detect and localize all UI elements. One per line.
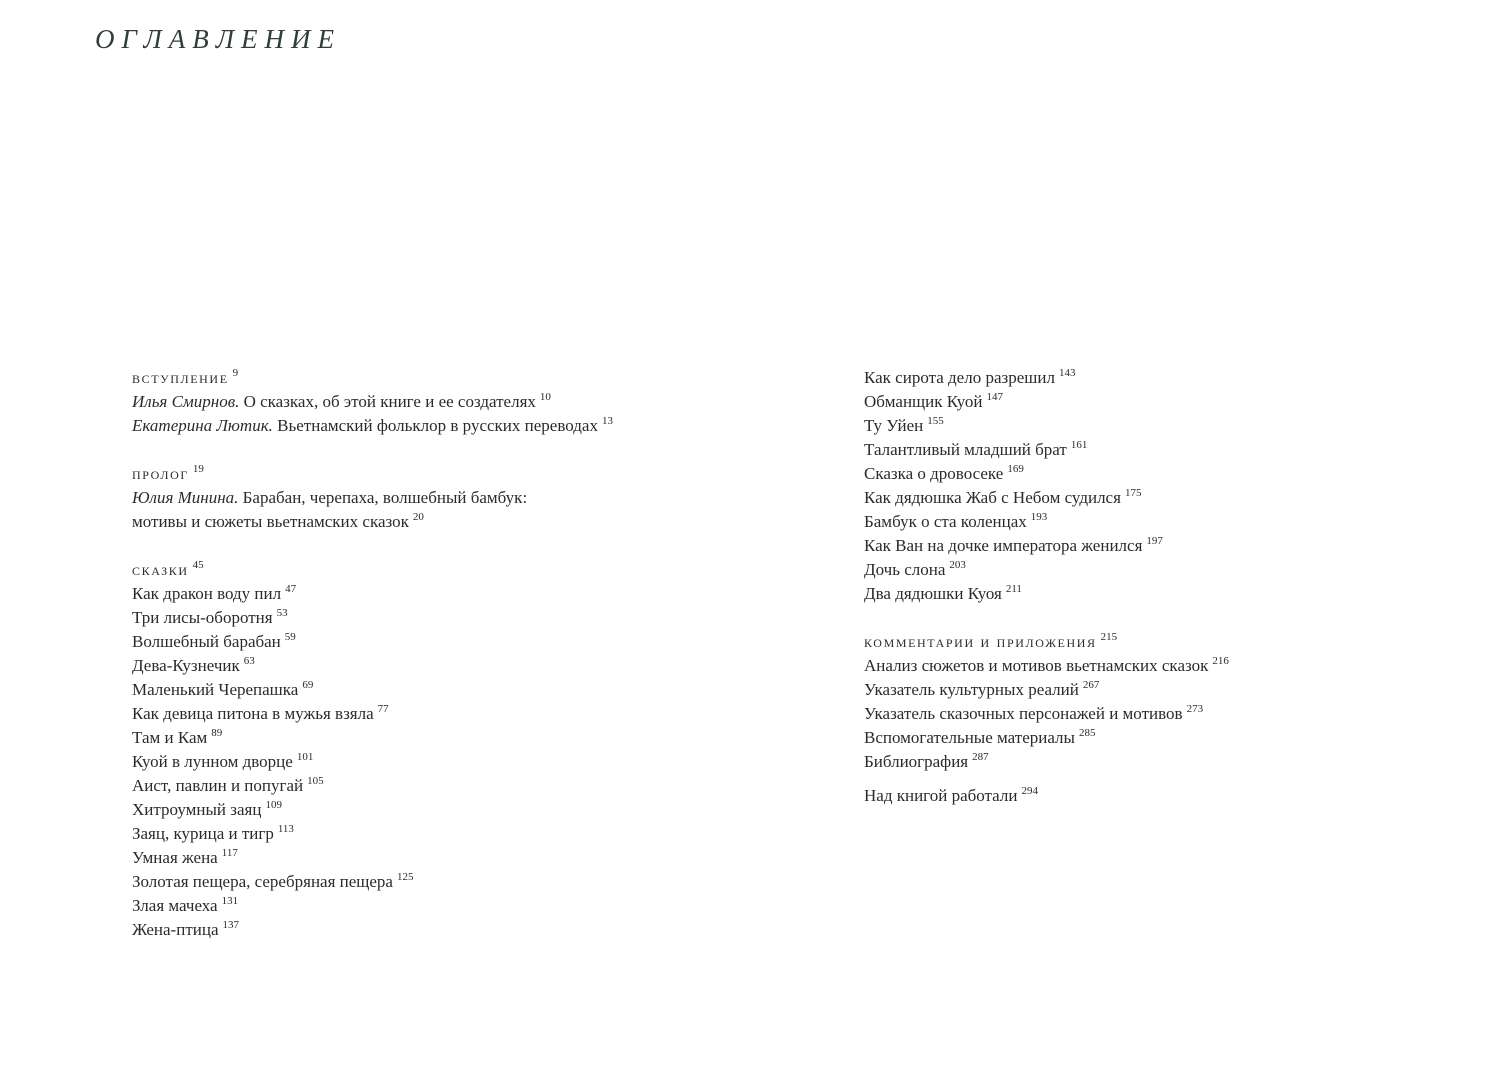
toc-entry[interactable]: [132, 678, 613, 702]
toc-entry[interactable]: [132, 582, 613, 606]
toc-entry[interactable]: [132, 894, 613, 918]
entry-title: Там и Кам: [132, 728, 208, 747]
entry-title: Вьетнамский фольклор в русских переводах: [272, 416, 598, 435]
toc-entry[interactable]: [864, 678, 1229, 702]
toc-entry[interactable]: [132, 870, 613, 894]
toc-entry[interactable]: [132, 702, 613, 726]
page-number: 169: [1007, 463, 1024, 476]
toc-entry[interactable]: [864, 750, 1229, 774]
toc-entry[interactable]: [864, 534, 1229, 558]
toc-entry[interactable]: [132, 798, 613, 822]
page-number: 175: [1124, 487, 1142, 500]
page-number: 59: [284, 631, 296, 644]
toc-entry[interactable]: [864, 462, 1229, 486]
entry-title: Три лисы-оборотня: [132, 608, 273, 627]
entry-author: Илья Смирнов.: [132, 392, 240, 411]
toc-entry[interactable]: [864, 414, 1229, 438]
page-number: 143: [1058, 367, 1076, 380]
entry-title: Над книгой работали: [864, 786, 1018, 805]
toc-entry[interactable]: [132, 390, 613, 414]
page-number: 20: [412, 511, 424, 524]
toc-left-column: [132, 366, 613, 942]
page-number: 63: [243, 655, 255, 668]
toc-section-tales-continued: [864, 366, 1229, 606]
entry-title: Как Ван на дочке императора женился: [864, 536, 1143, 555]
section-heading[interactable]: [132, 366, 613, 390]
page-title: ОГЛАВЛЕНИЕ: [95, 24, 342, 54]
page-number: 147: [986, 391, 1003, 404]
page-number: 131: [221, 895, 239, 908]
toc-entry[interactable]: [864, 390, 1229, 414]
entry-title: Злая мачеха: [132, 896, 218, 915]
page-number: 47: [285, 583, 297, 596]
entry-title: Указатель сказочных персонажей и мотивов: [864, 704, 1183, 723]
section-heading-label: пролог: [132, 464, 189, 483]
page-number: 193: [1030, 511, 1048, 524]
toc-entry[interactable]: [132, 510, 613, 534]
page-number: 45: [192, 559, 204, 572]
page-number: 13: [601, 415, 613, 428]
entry-title: Ту Уйен: [864, 416, 924, 435]
page-number: 125: [396, 871, 414, 884]
page-number: 287: [972, 751, 989, 764]
page-number: 155: [927, 415, 944, 428]
section-heading[interactable]: [864, 630, 1229, 654]
entry-title: Бамбук о ста коленцах: [864, 512, 1027, 531]
page-number: 285: [1078, 727, 1096, 740]
page-number: 109: [265, 799, 282, 812]
page-number: 69: [302, 679, 314, 692]
page-number: 10: [539, 391, 551, 404]
toc-entry[interactable]: [864, 366, 1229, 390]
section-heading-label: вступление: [132, 368, 229, 387]
entry-author: Юлия Минина.: [132, 488, 239, 507]
entry-title: Куой в лунном дворце: [132, 752, 293, 771]
page-number: 203: [949, 559, 966, 572]
page-number: 211: [1005, 583, 1022, 596]
page-number: 117: [221, 847, 238, 860]
page-number: 101: [296, 751, 314, 764]
page-number: 9: [232, 367, 239, 380]
toc-entry[interactable]: [864, 558, 1229, 582]
toc-entry[interactable]: [864, 654, 1229, 678]
entry-title: Дочь слона: [864, 560, 946, 579]
toc-entry[interactable]: [864, 726, 1229, 750]
entry-title: Анализ сюжетов и мотивов вьетнамских сказок: [864, 656, 1209, 675]
toc-section-tales: [132, 558, 613, 942]
toc-entry[interactable]: [132, 630, 613, 654]
toc-entry[interactable]: [132, 774, 613, 798]
entry-title: О сказках, об этой книге и ее создателях: [239, 392, 536, 411]
toc-entry[interactable]: [132, 822, 613, 846]
entry-title: Обманщик Куой: [864, 392, 983, 411]
entry-title: Маленький Черепашка: [132, 680, 299, 699]
section-heading-label: комментарии и приложения: [864, 632, 1097, 651]
toc-entry[interactable]: [132, 606, 613, 630]
page-number: 215: [1100, 631, 1118, 644]
entry-title: Талантливый младший брат: [864, 440, 1067, 459]
toc-entry[interactable]: [132, 726, 613, 750]
toc-section-appendix: [864, 630, 1229, 808]
entry-title: Дева-Кузнечик: [132, 656, 240, 675]
entry-title: Библиография: [864, 752, 969, 771]
entry-title: Как сирота дело разрешил: [864, 368, 1055, 387]
toc-entry[interactable]: [864, 486, 1229, 510]
entry-title: Заяц, курица и тигр: [132, 824, 274, 843]
entry-title: Как девица питона в мужья взяла: [132, 704, 374, 723]
entry-title: Барабан, черепаха, волшебный бамбук:: [238, 488, 528, 507]
toc-entry[interactable]: [864, 510, 1229, 534]
entry-title: Указатель культурных реалий: [864, 680, 1079, 699]
page-number: 197: [1146, 535, 1163, 548]
entry-title: Умная жена: [132, 848, 218, 867]
entry-title: Хитроумный заяц: [132, 800, 262, 819]
page-number: 53: [276, 607, 288, 620]
toc-entry[interactable]: [132, 750, 613, 774]
section-heading[interactable]: [132, 558, 613, 582]
page-number: 19: [192, 463, 204, 476]
entry-title: Жена-птица: [132, 920, 219, 939]
page-number: 294: [1021, 785, 1038, 798]
page-number: 273: [1186, 703, 1204, 716]
toc-entry[interactable]: [132, 918, 613, 942]
page-number: 77: [377, 703, 389, 716]
toc-entry[interactable]: [864, 582, 1229, 606]
toc-entry-credits[interactable]: [864, 784, 1229, 808]
entry-title: Сказка о дровосеке: [864, 464, 1004, 483]
toc-entry[interactable]: [132, 654, 613, 678]
page-number: 267: [1082, 679, 1100, 692]
toc-right-column: [864, 366, 1229, 808]
toc-section-prologue: [132, 462, 613, 534]
toc-section-intro: [132, 366, 613, 438]
page-number: 216: [1212, 655, 1229, 668]
toc-entry[interactable]: [132, 846, 613, 870]
toc-entry[interactable]: [864, 702, 1229, 726]
page-number: 113: [277, 823, 294, 836]
entry-author: Екатерина Лютик.: [132, 416, 273, 435]
page-number: 161: [1070, 439, 1088, 452]
page-number: 105: [307, 775, 324, 788]
entry-title: Как дракон воду пил: [132, 584, 282, 603]
entry-title: Как дядюшка Жаб с Небом судился: [864, 488, 1121, 507]
page-number: 89: [211, 727, 223, 740]
section-heading[interactable]: [132, 462, 613, 486]
entry-title: мотивы и сюжеты вьетнамских сказок: [132, 512, 409, 531]
page-number: 137: [222, 919, 239, 932]
toc-entry[interactable]: [132, 414, 613, 438]
entry-title: Два дядюшки Куоя: [864, 584, 1002, 603]
entry-title: Золотая пещера, серебряная пещера: [132, 872, 393, 891]
section-heading-label: сказки: [132, 560, 189, 579]
toc-entry[interactable]: [864, 438, 1229, 462]
entry-title: Волшебный барабан: [132, 632, 281, 651]
toc-entry[interactable]: [132, 486, 613, 510]
entry-title: Вспомогательные материалы: [864, 728, 1075, 747]
entry-title: Аист, павлин и попугай: [132, 776, 304, 795]
